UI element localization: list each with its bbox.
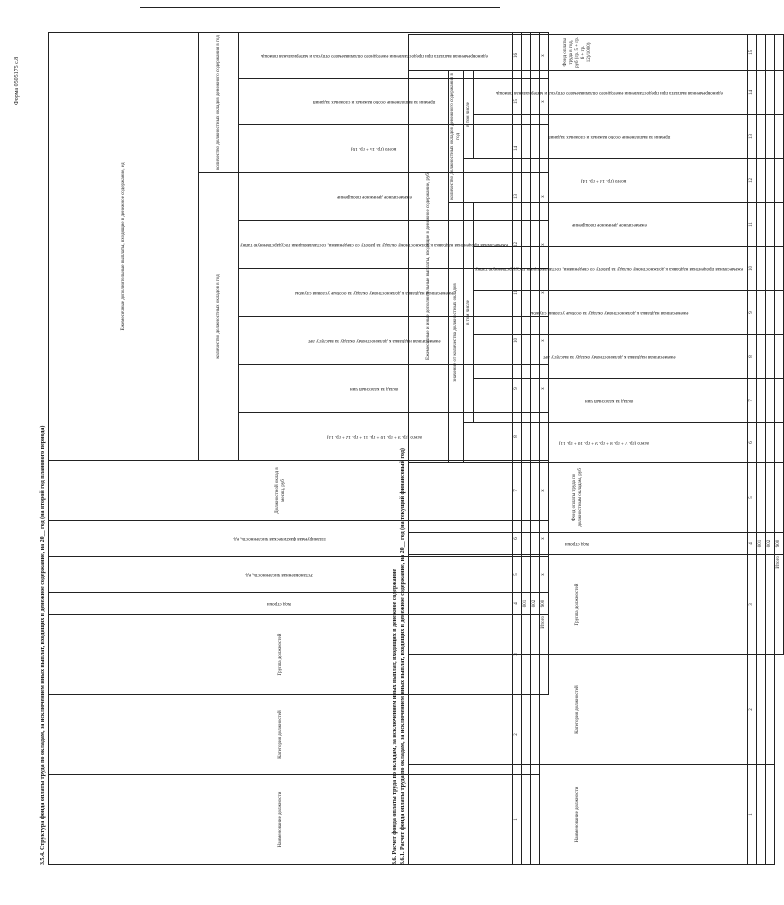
hdr-secret: ежемесячная процентная надбавка к должностному окладу за работу со сведениями, составляющими государственную тайну xyxy=(239,221,513,269)
num-cell: 9 xyxy=(513,365,522,413)
row-code: 001 xyxy=(757,533,766,555)
hdr2-incl: в том числе xyxy=(464,203,474,423)
hdr-bonus: ежемесячное денежное поощрение xyxy=(239,173,513,221)
total-label: Итого xyxy=(540,615,549,695)
table-row-nums xyxy=(748,34,757,864)
num-cell: 13 xyxy=(513,173,522,221)
hdr2-total2: всего (гр. 13 + гр. 14) xyxy=(464,159,748,203)
hdr-lump: премии за выполнение особо важных и сложных заданий xyxy=(239,79,513,125)
num-cell: 12 xyxy=(748,159,757,203)
num-cell: 15 xyxy=(748,34,757,70)
hdr-allowances: Ежемесячные дополнительные выплаты, входящие в денежное содержание, ед xyxy=(49,33,199,461)
hdr-count2: количество должностных окладов денежного содержания в год xyxy=(199,33,239,173)
num-cell: 14 xyxy=(513,125,522,173)
x-cell: x xyxy=(540,173,549,221)
hdr2-special: ежемесячная надбавка к должностному окладу за особые условия службы xyxy=(474,291,748,335)
x-cell: x xyxy=(540,317,549,365)
hdr-total: всего (гр. 9 + гр. 10 + гр. 11 + гр. 12 + гр. 13) xyxy=(239,413,513,461)
table-3-6-1 xyxy=(408,34,784,865)
hdr2-total: всего (гр. 7 + гр. 8 + гр. 9 + гр. 10 + гр. 11) xyxy=(464,423,748,463)
num-cell: 2 xyxy=(748,655,757,765)
x-cell: x xyxy=(540,461,549,521)
hdr2-value2: количество должностных окладов денежного содержания в год xyxy=(449,70,464,202)
hdr-special: ежемесячная надбавка к должностному окладу за особые условия службы xyxy=(239,269,513,317)
table-row xyxy=(757,34,766,864)
form-id: Форма 0505175 с.8 xyxy=(14,56,20,105)
hdr-count: количество должностных окладов в год xyxy=(199,173,239,461)
num-cell: 4 xyxy=(748,533,757,555)
table-row-total xyxy=(775,34,784,864)
x-cell: x xyxy=(540,79,549,125)
num-cell: 12 xyxy=(513,221,522,269)
num-cell: 9 xyxy=(748,291,757,335)
hdr2-aid: единовременная выплата при предоставлении ежегодного оплачиваемого отпуска и материальная помощь xyxy=(474,70,748,114)
hdr2-seniority: ежемесячная надбавка к должностному окладу за выслугу лет xyxy=(474,335,748,379)
num-cell: 2 xyxy=(513,695,522,775)
num-cell: 8 xyxy=(748,335,757,379)
num-cell: 5 xyxy=(748,463,757,533)
num-cell: 1 xyxy=(748,765,757,865)
num-cell: 8 xyxy=(513,413,522,461)
x-cell: x xyxy=(540,221,549,269)
num-cell: 16 xyxy=(513,33,522,79)
hdr-code: Код строки xyxy=(49,593,513,615)
x-cell: x xyxy=(540,557,549,593)
x-cell: x xyxy=(540,269,549,317)
hdr2-value: значение от количества должностных окладов xyxy=(449,203,464,463)
hdr-staff: Установленная численность, ед. xyxy=(49,557,513,593)
hdr-aid: единовременная выплата при предоставлении ежегодного оплачиваемого отпуска и материальная помощь xyxy=(239,33,513,79)
scan-artifact-line xyxy=(140,7,500,8)
num-cell: 6 xyxy=(748,423,757,463)
hdr-total2: всего (гр. 15 + гр. 16) xyxy=(239,125,513,173)
hdr2-fund: Фонд оплаты труда по должностным окладам, руб xyxy=(409,463,748,533)
hdr2-group: Группа должностей xyxy=(409,555,748,655)
num-cell: 10 xyxy=(748,247,757,291)
hdr2-name: Наименование должности xyxy=(409,765,748,865)
num-cell: 13 xyxy=(748,115,757,159)
total-code: 900 xyxy=(540,593,549,615)
num-cell: 6 xyxy=(513,521,522,557)
hdr2-class: оклад за классный чин xyxy=(474,379,748,423)
section-3-5-4-title: 3.5.4. Структура фонда оплаты труда по окладам, за исключением иных выплат, входящих в денежное содержание, на 20__ год (на второй год планового периода) xyxy=(40,425,46,865)
hdr2-fot: Фонд оплаты труда в год, руб (гр. 5 + гр. 6 + гр. 12)/1000) xyxy=(409,34,748,70)
x-cell: x xyxy=(540,365,549,413)
row-code: 002 xyxy=(531,593,540,615)
hdr2-category: Категория должностей xyxy=(409,655,748,765)
total-label: Итого xyxy=(775,555,784,655)
hdr-actual: Планируемая фактическая численность, ед. xyxy=(49,521,513,557)
num-cell: 3 xyxy=(748,555,757,655)
num-cell: 1 xyxy=(513,775,522,865)
hdr2-allow: Ежемесячные и иные дополнительные выплаты, входящие в денежное содержание, руб xyxy=(409,70,449,462)
section-3-6-title: 3.6. Расчет фонда оплаты труда по окладам, за исключением иных выплат, входящих в денежное содержание xyxy=(392,568,398,865)
hdr2-code: Код строки xyxy=(409,533,748,555)
num-cell: 4 xyxy=(513,593,522,615)
hdr-group: Группа должностей xyxy=(49,615,513,695)
hdr2-bonus: ежемесячное денежное поощрение xyxy=(474,203,748,247)
num-cell: 11 xyxy=(748,203,757,247)
hdr2-incl2: в том числе xyxy=(464,70,474,158)
hdr-class: оклад за классный чин xyxy=(239,365,513,413)
num-cell: 7 xyxy=(748,379,757,423)
hdr-name: Наименование должности xyxy=(49,775,513,865)
x-cell: x xyxy=(540,33,549,79)
total-code: 900 xyxy=(775,533,784,555)
row-code: 001 xyxy=(522,593,531,615)
num-cell: 11 xyxy=(513,269,522,317)
hdr2-lump: премии за выполнение особо важных и сложных заданий xyxy=(474,115,748,159)
hdr2-secret: ежемесячная процентная надбавка к должностному окладу за работу со сведениями, составляющими государственную тайну xyxy=(474,247,748,291)
hdr-category: Категория должностей xyxy=(49,695,513,775)
num-cell: 15 xyxy=(513,79,522,125)
table-row xyxy=(766,34,775,864)
num-cell: 5 xyxy=(513,557,522,593)
x-cell: x xyxy=(540,521,549,557)
num-cell: 3 xyxy=(513,615,522,695)
num-cell: 14 xyxy=(748,70,757,114)
hdr-salary: Должностной оклад в месяц, руб xyxy=(49,461,513,521)
hdr-seniority: ежемесячная надбавка к должностному окладу за выслугу лет xyxy=(239,317,513,365)
section-3-6-1-title: 3.6.1. Расчет фонда оплаты труда по окладам, за исключением иных выплат, входящих в денежное содержание, на 20__ год (на текущий финансовый год) xyxy=(400,448,406,865)
num-cell: 7 xyxy=(513,461,522,521)
row-code: 002 xyxy=(766,533,775,555)
num-cell: 10 xyxy=(513,317,522,365)
